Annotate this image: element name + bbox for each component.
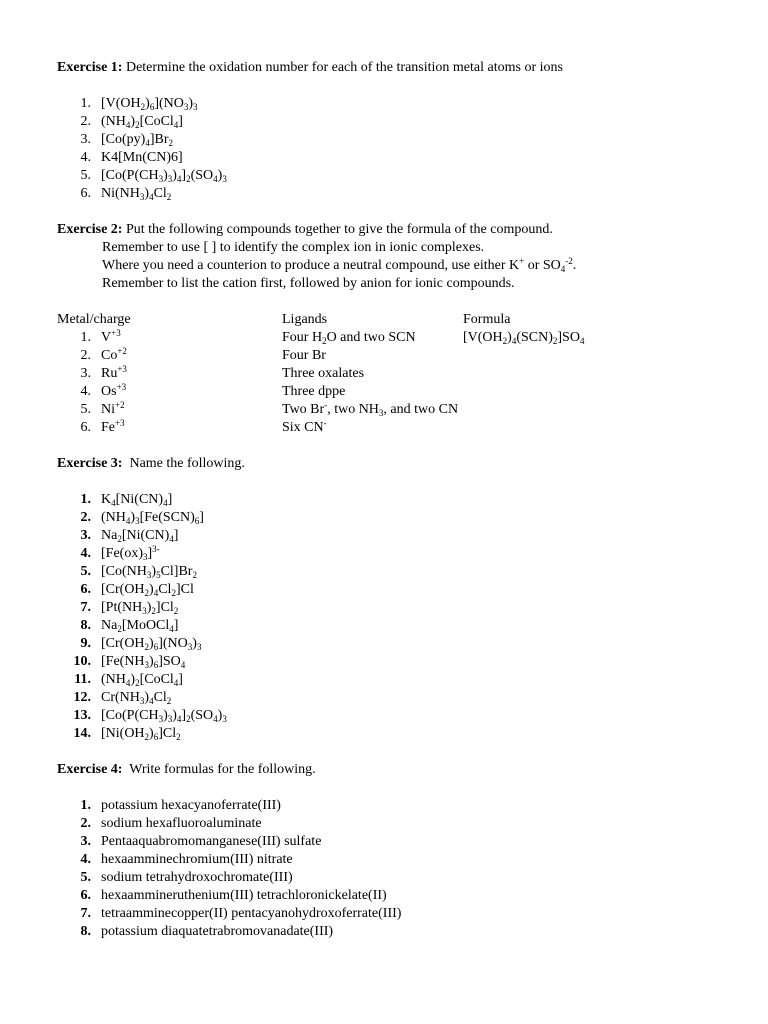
exercise-3-item [57, 509, 737, 527]
item-text: Pentaaquabromomanganese(III) sulfate [101, 834, 322, 849]
row-number: 5. [80, 402, 91, 417]
exercise-3-item [57, 653, 737, 671]
item-number: 1. [80, 492, 91, 507]
item-text: $[Co(P(CH_3)_3)_4]_2(SO_4)_3$ [101, 168, 227, 184]
item-number: 9. [80, 636, 91, 651]
item-text: $[Co(py)_4]Br_2$ [101, 132, 173, 148]
item-number: 10. [73, 654, 91, 669]
item-text: $[Fe(NH_3)_6]SO_4$ [101, 654, 186, 670]
item-text: sodium hexafluoroaluminate [101, 816, 262, 831]
item-number: 2. [80, 114, 91, 129]
header-formula: Formula [463, 312, 511, 327]
item-text: sodium tetrahydroxochromate(III) [101, 870, 293, 885]
exercise-4-item [57, 833, 737, 851]
item-text: $[Cr(OH_2)_4Cl_2]Cl$ [101, 582, 194, 598]
table-row [57, 419, 737, 437]
exercise-3-item [57, 599, 737, 617]
exercise-4-item [57, 905, 737, 923]
row-number: 4. [80, 384, 91, 399]
table-row [57, 365, 737, 383]
exercise-1-item [57, 113, 737, 131]
item-number: 11. [74, 672, 91, 687]
exercise-1-list [57, 95, 737, 203]
item-text: $[Ni(OH_2)_6]Cl_2$ [101, 726, 181, 742]
item-number: 14. [73, 726, 91, 741]
ligands: Three oxalates [282, 366, 365, 381]
exercise-3-item [57, 707, 737, 725]
exercise-2-note-line: Remember to list the cation first, followed by anion for ionic compounds. [102, 276, 515, 291]
item-text: $(NH_4)_3[Fe(SCN)_6]$ [101, 510, 204, 526]
row-number: 6. [80, 420, 91, 435]
exercise-2-note-line: Where you need a counterion to produce a neutral compound, use either K+ or $SO_4^{-2}$. [102, 256, 577, 274]
ligands: Four $H_2O$ and two SCN [282, 330, 416, 346]
exercise-3-item [57, 671, 737, 689]
item-number: 6. [80, 888, 91, 903]
exercise-4-item [57, 797, 737, 815]
row-number: 3. [80, 366, 91, 381]
item-text: potassium diaquatetrabromovanadate(III) [101, 924, 334, 939]
exercise-3-item [57, 491, 737, 509]
item-number: 1. [80, 798, 91, 813]
metal-charge: $Ni^{+2}$ [101, 400, 125, 417]
item-number: 13. [73, 708, 91, 723]
item-text: tetraamminecopper(II) pentacyanohydroxoferrate(III) [101, 906, 402, 921]
exercise-3-item [57, 635, 737, 653]
exercise-1-instructions: Determine the oxidation number for each of the transition metal atoms or ions [122, 60, 563, 75]
item-number: 7. [80, 906, 91, 921]
exercise-2-note-line: Remember to use [ ] to identify the complex ion in ionic complexes. [102, 240, 485, 255]
item-text: $Na_2[Ni(CN)_4]$ [101, 528, 179, 544]
item-number: 1. [80, 96, 91, 111]
exercise-3-title: Exercise 3: [57, 456, 123, 471]
header-metal-charge: Metal/charge [57, 312, 131, 327]
exercise-2-notes [57, 239, 737, 293]
item-number: 8. [80, 618, 91, 633]
metal-charge: $V^{+3}$ [101, 328, 121, 345]
exercise-3-heading [57, 455, 737, 473]
metal-charge: $Fe^{+3}$ [101, 418, 125, 435]
exercise-4-heading [57, 761, 737, 779]
table-header-row [57, 311, 737, 329]
item-number: 3. [80, 528, 91, 543]
table-row [57, 329, 737, 347]
item-number: 2. [80, 816, 91, 831]
exercise-3-item [57, 617, 737, 635]
exercise-1-title: Exercise 1: [57, 60, 123, 75]
item-number: 7. [80, 600, 91, 615]
exercise-2-title: Exercise 2: [57, 222, 123, 237]
item-text: $[Co(NH_3)_5Cl]Br_2$ [101, 564, 197, 580]
exercise-4-item [57, 815, 737, 833]
item-text: K4[Mn(CN)6] [101, 150, 183, 165]
item-text: $K_4[Ni(CN)_4]$ [101, 492, 173, 508]
exercise-3-list [57, 491, 737, 743]
table-row [57, 347, 737, 365]
exercise-2-table [57, 311, 737, 437]
formula: $[V(OH_2)_4(SCN)_2]SO_4$ [463, 330, 585, 346]
ligands: Three dppe [282, 384, 346, 399]
exercise-3-item [57, 563, 737, 581]
exercise-4-item [57, 851, 737, 869]
header-ligands: Ligands [282, 312, 328, 327]
item-number: 3. [80, 834, 91, 849]
item-number: 6. [80, 582, 91, 597]
item-text: $(NH_4)_2[CoCl_4]$ [101, 114, 183, 130]
item-text: $Cr(NH_3)_4Cl_2$ [101, 690, 172, 706]
exercise-4-item [57, 869, 737, 887]
worksheet-page [57, 59, 737, 941]
exercise-1-item [57, 131, 737, 149]
metal-charge: $Os^{+3}$ [101, 382, 127, 399]
item-number: 5. [80, 870, 91, 885]
exercise-3-item [57, 725, 737, 743]
exercise-4-instructions: Write formulas for the following. [122, 762, 316, 777]
exercise-1-item [57, 149, 737, 167]
item-number: 4. [80, 852, 91, 867]
exercise-4-item [57, 923, 737, 941]
item-number: 5. [80, 564, 91, 579]
metal-charge: $Ru^{+3}$ [101, 364, 127, 381]
ligands: Two Br-, two $NH_3$, and two CN [282, 400, 459, 418]
table-row [57, 401, 737, 419]
exercise-4-title: Exercise 4: [57, 762, 123, 777]
exercise-4-list [57, 797, 737, 941]
item-number: 4. [80, 546, 91, 561]
item-number: 8. [80, 924, 91, 939]
exercise-1-item [57, 185, 737, 203]
item-text: $Na_2[MoOCl_4]$ [101, 618, 179, 634]
item-text: potassium hexacyanoferrate(III) [101, 798, 281, 813]
item-number: 12. [73, 690, 91, 705]
item-text: $Ni(NH_3)_4Cl_2$ [101, 186, 172, 202]
item-number: 3. [80, 132, 91, 147]
item-text: hexaamminechromium(III) nitrate [101, 852, 293, 867]
row-number: 2. [80, 348, 91, 363]
exercise-3-item [57, 545, 737, 563]
table-row [57, 383, 737, 401]
exercise-2-instructions: Put the following compounds together to give the formula of the compound. [122, 222, 553, 237]
ligands: Six CN- [282, 418, 327, 435]
exercise-3-instructions: Name the following. [122, 456, 245, 471]
item-text: $[Cr(OH_2)_6](NO_3)_3$ [101, 636, 202, 652]
exercise-3-item [57, 581, 737, 599]
exercise-1-item [57, 95, 737, 113]
item-number: 2. [80, 510, 91, 525]
exercise-4-item [57, 887, 737, 905]
ligands: Four Br [282, 348, 326, 363]
exercise-1-heading [57, 59, 737, 77]
exercise-3-item [57, 689, 737, 707]
item-text: $[Pt(NH_3)_2]Cl_2$ [101, 600, 179, 616]
metal-charge: $Co^{+2}$ [101, 346, 127, 363]
item-text: hexaammineruthenium(III) tetrachloronickelate(II) [101, 888, 387, 903]
exercise-3-item [57, 527, 737, 545]
exercise-2-heading [57, 221, 737, 239]
item-number: 4. [80, 150, 91, 165]
exercise-1-item [57, 167, 737, 185]
item-text: $[V(OH_2)_6](NO_3)_3$ [101, 96, 198, 112]
item-number: 6. [80, 186, 91, 201]
item-text: $[Co(P(CH_3)_3)_4]_2(SO_4)_3$ [101, 708, 227, 724]
row-number: 1. [80, 330, 91, 345]
item-text: $(NH_4)_2[CoCl_4]$ [101, 672, 183, 688]
item-number: 5. [80, 168, 91, 183]
item-text: $[Fe(ox)_3]^{3-}$ [101, 544, 160, 562]
